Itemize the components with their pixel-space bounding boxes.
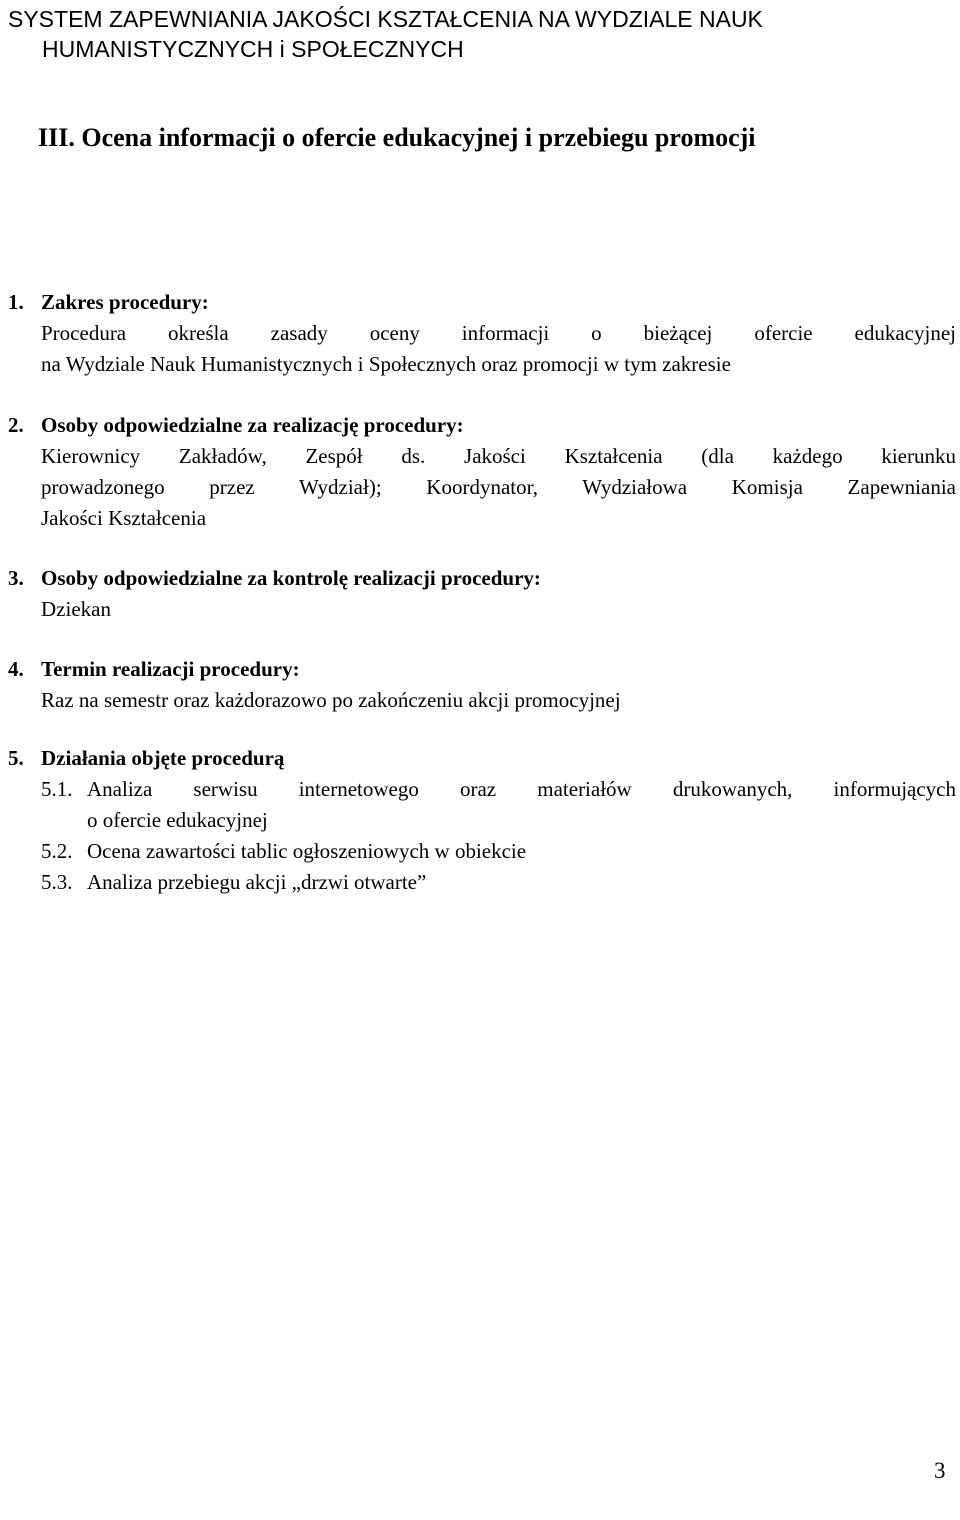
header-line-2: HUMANISTYCZNYCH i SPOŁECZNYCH (42, 36, 464, 62)
procedure-item-2 (0, 410, 960, 534)
item-body (41, 685, 956, 716)
sub-item-5-3 (41, 867, 956, 898)
page-number: 3 (934, 1458, 946, 1483)
item-heading (0, 563, 960, 594)
body-line: prowadzonego przez Wydział); Koordynator, Wydziałowa Komisja Zapewniania (41, 475, 956, 499)
sub-item-line: Ocena zawartości tablic ogłoszeniowych w obiekcie (87, 839, 527, 863)
item-body (41, 594, 956, 625)
body-line: Dziekan (41, 597, 111, 621)
item-number: 3. (8, 566, 24, 590)
sub-item-line: o ofercie edukacyjnej (87, 808, 268, 832)
section-title: III. Ocena informacji o ofercie edukacyjnej i przebiegu promocji (38, 123, 756, 152)
body-line: Kierownicy Zakładów, Zespół ds. Jakości Kształcenia (dla każdego kierunku (41, 444, 956, 468)
header-line-1: SYSTEM ZAPEWNIANIA JAKOŚCI KSZTAŁCENIA NA WYDZIALE NAUK (8, 6, 763, 32)
item-heading (0, 287, 960, 318)
sub-item-line: Analiza przebiegu akcji „drzwi otwarte” (87, 870, 427, 894)
sub-item-list (41, 774, 956, 898)
item-number: 5. (8, 746, 24, 770)
body-line: Procedura określa zasady oceny informacji o bieżącej ofercie edukacyjnej (41, 321, 956, 345)
item-number: 2. (8, 413, 24, 437)
body-line: Jakości Kształcenia (41, 506, 207, 530)
item-heading (0, 654, 960, 685)
item-number: 1. (8, 290, 24, 314)
item-label: Osoby odpowiedzialne za kontrolę realizacji procedury: (41, 566, 541, 590)
document-header (8, 4, 948, 64)
body-line: Raz na semestr oraz każdorazowo po zakończeniu akcji promocyjnej (41, 688, 621, 712)
item-body (41, 318, 956, 380)
procedure-item-3 (0, 563, 960, 625)
sub-item-number: 5.1. (41, 777, 73, 801)
item-heading (0, 743, 960, 774)
body-line: na Wydziale Nauk Humanistycznych i Społecznych oraz promocji w tym zakresie (41, 352, 731, 376)
sub-item-number: 5.3. (41, 870, 73, 894)
procedure-item-5 (0, 743, 960, 898)
sub-item-number: 5.2. (41, 839, 73, 863)
item-label: Działania objęte procedurą (41, 746, 285, 770)
item-label: Zakres procedury: (41, 290, 209, 314)
procedure-item-1 (0, 287, 960, 380)
procedure-item-4 (0, 654, 960, 716)
item-heading (0, 410, 960, 441)
item-label: Termin realizacji procedury: (41, 657, 300, 681)
item-body (41, 441, 956, 534)
sub-item-5-2 (41, 836, 956, 867)
item-label: Osoby odpowiedzialne za realizację procedury: (41, 413, 464, 437)
sub-item-5-1 (41, 774, 956, 836)
item-number: 4. (8, 657, 24, 681)
sub-item-line: Analiza serwisu internetowego oraz materiałów drukowanych, informujących (87, 777, 956, 801)
